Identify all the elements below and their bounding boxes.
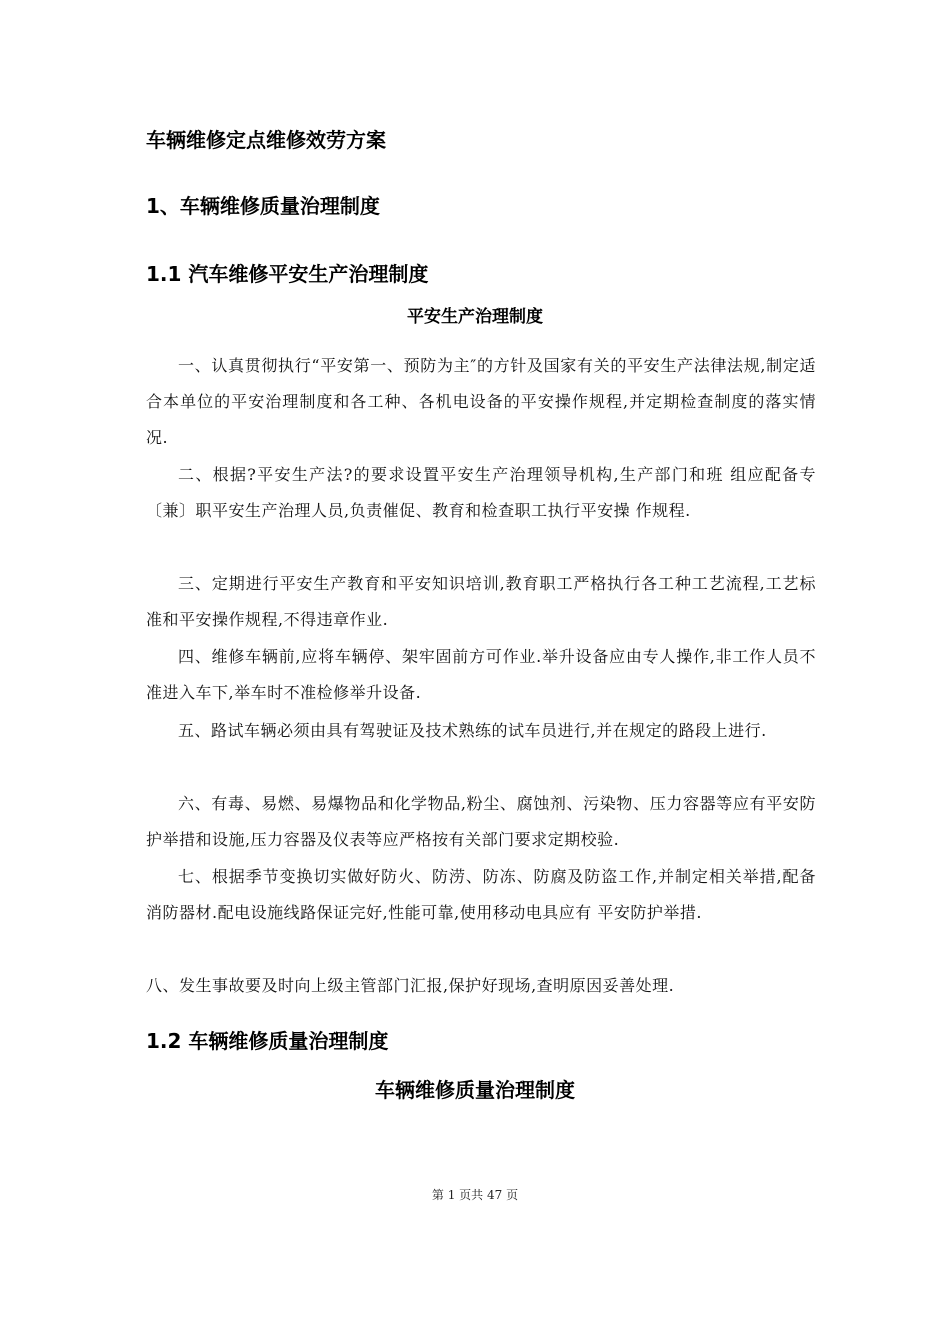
section-subtitle-1-2: 车辆维修质量治理制度 <box>375 1078 575 1102</box>
section-heading-1-2: 1.2 车辆维修质量治理制度 <box>146 1029 389 1053</box>
paragraph-4: 四、维修车辆前,应将车辆停、架牢固前方可作业.举升设备应由专人操作,非工作人员不准进入车下,举车时不准检修举升设备. <box>146 647 816 702</box>
page-footer: 第 1 页共 47 页 <box>431 1188 519 1202</box>
section-heading-1: 1、车辆维修质量治理制度 <box>146 194 380 218</box>
section-subtitle-1-1: 平安生产治理制度 <box>407 307 543 327</box>
section-heading-1-1: 1.1 汽车维修平安生产治理制度 <box>146 262 429 286</box>
paragraph-2: 二、根据?平安生产法?的要求设置平安生产治理领导机构,生产部门和班 组应配备专〔兼〕职平安生产治理人员,负责催促、教育和检查职工执行平安操 作规程. <box>146 465 816 520</box>
document-title: 车辆维修定点维修效劳方案 <box>146 128 386 152</box>
paragraph-1: 一、认真贯彻执行“平安第一、预防为主″的方针及国家有关的平安生产法律法规,制定适合本单位的平安治理制度和各工种、各机电设备的平安操作规程,并定期检查制度的落实情况. <box>146 356 816 447</box>
paragraph-6: 六、有毒、易燃、易爆物品和化学物品,粉尘、腐蚀剂、污染物、压力容器等应有平安防护举措和设施,压力容器及仪表等应严格按有关部门要求定期校验. <box>146 794 816 849</box>
paragraph-7: 七、根据季节变换切实做好防火、防涝、防冻、防腐及防盗工作,并制定相关举措,配备消防器材.配电设施线路保证完好,性能可靠,使用移动电具应有 平安防护举措. <box>146 867 816 922</box>
paragraph-3: 三、定期进行平安生产教育和平安知识培训,教育职工严格执行各工种工艺流程,工艺标准和平安操作规程,不得违章作业. <box>146 574 816 629</box>
paragraph-5: 五、路试车辆必须由具有驾驶证及技术熟练的试车员进行,并在规定的路段上进行. <box>178 721 767 740</box>
paragraph-8: 八、发生事故要及时向上级主管部门汇报,保护好现场,查明原因妥善处理. <box>146 976 675 995</box>
